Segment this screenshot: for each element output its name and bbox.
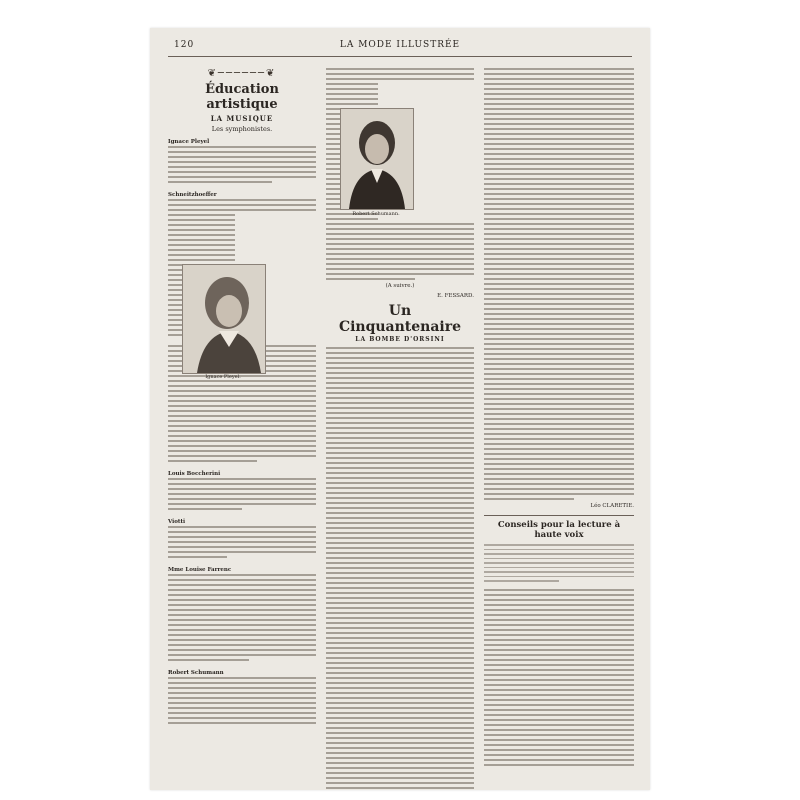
article-title: Conseils pour la lecture à haute voix bbox=[484, 515, 634, 540]
section-title: Les symphonistes. bbox=[211, 125, 273, 133]
ornament-icon: ❦──────❦ bbox=[207, 68, 277, 79]
page-header bbox=[150, 38, 650, 54]
header-rule bbox=[168, 56, 632, 57]
body-text bbox=[484, 68, 634, 500]
entry-heading: Mme Louise Farrenc bbox=[168, 567, 232, 573]
magazine-title: LA MODE ILLUSTRÉE bbox=[339, 40, 461, 50]
entry-heading: Robert Schumann bbox=[168, 670, 224, 676]
article-subtitle: LA BOMBE D'ORSINI bbox=[355, 336, 445, 343]
article-subtitle: LA MUSIQUE bbox=[210, 114, 274, 123]
body-text bbox=[484, 589, 634, 766]
entry-heading: Louis Boccherini bbox=[168, 471, 221, 477]
column-3 bbox=[484, 68, 634, 769]
portrait-ignace-pleyel bbox=[182, 264, 266, 374]
portrait-caption: Ignace Pleyel. bbox=[205, 374, 241, 380]
entry-heading: Schneitzhoeffer bbox=[168, 192, 217, 198]
article-intro bbox=[484, 544, 634, 582]
portrait-caption: Robert Schumann. bbox=[352, 211, 400, 217]
article-title: Un Cinquantenaire bbox=[338, 303, 462, 335]
entry-heading: Ignace Pleyel bbox=[168, 139, 210, 145]
body-text bbox=[326, 347, 474, 790]
page bbox=[150, 28, 650, 790]
article-signature: E. FESSARD. bbox=[437, 293, 474, 299]
article-title: Éducation artistique bbox=[205, 82, 279, 112]
page-number: 120 bbox=[174, 40, 195, 50]
column-1 bbox=[168, 68, 316, 727]
continued-note: (A suivre.) bbox=[385, 283, 415, 289]
body-text bbox=[168, 146, 316, 724]
portrait-robert-schumann bbox=[340, 108, 414, 210]
entry-heading: Viotti bbox=[168, 519, 186, 525]
article-signature: Léo CLARETIE. bbox=[590, 503, 634, 509]
